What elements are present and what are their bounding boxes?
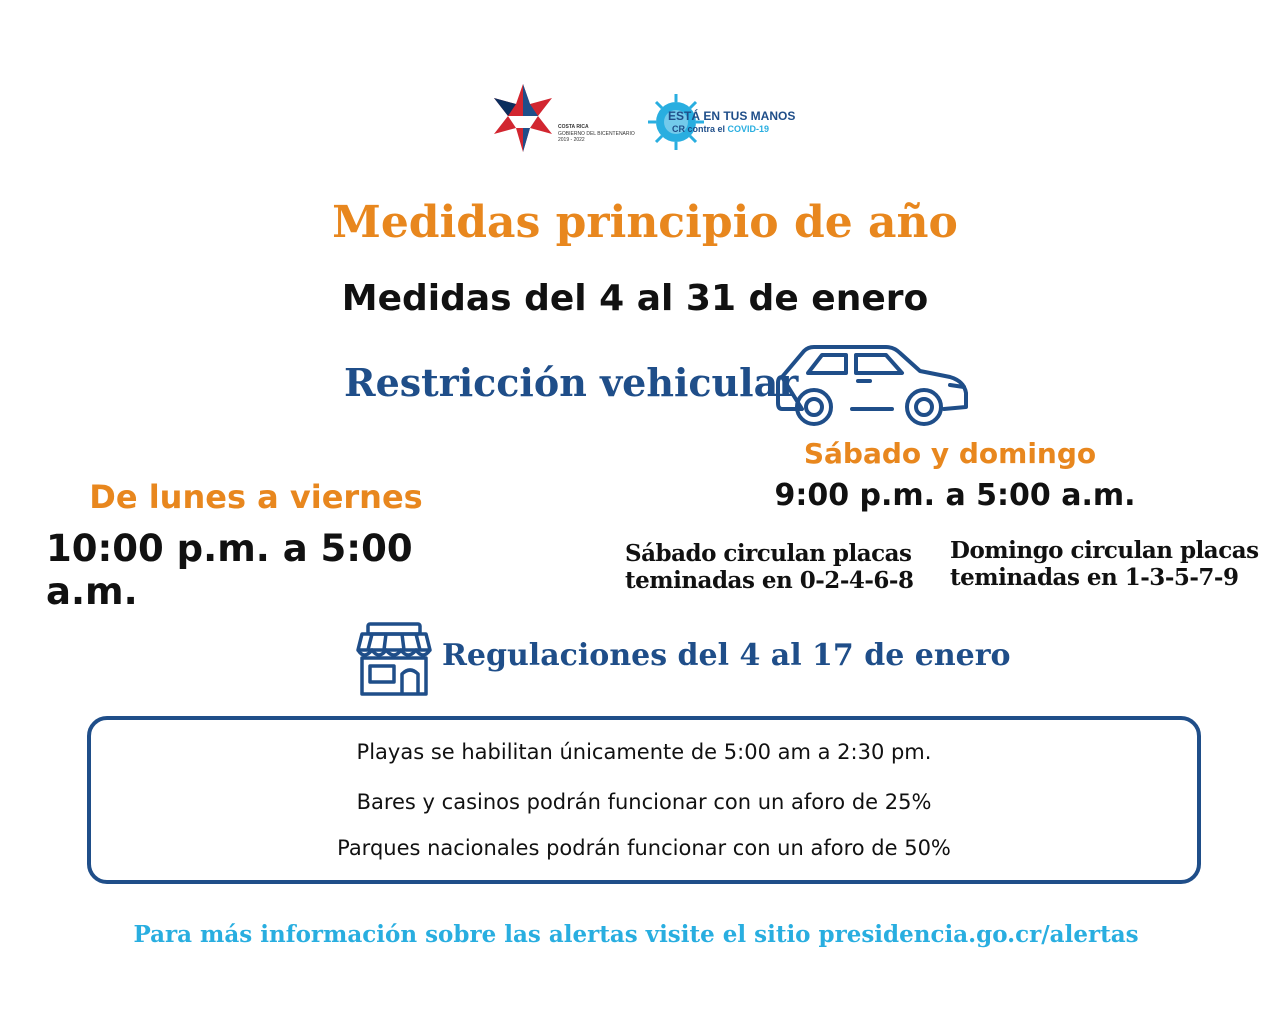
sunday-plates-line1: Domingo circulan placas xyxy=(950,537,1259,564)
logo-campaign-covid: COVID-19 xyxy=(727,124,770,134)
costa-rica-government-logo xyxy=(490,82,640,154)
weekday-heading: De lunes a viernes xyxy=(89,478,423,516)
weekend-heading: Sábado y domingo xyxy=(803,437,1097,470)
logo-line-country: COSTA RICA xyxy=(558,124,589,130)
regulation-item-beaches: Playas se habilitan únicamente de 5:00 am a 2:30 pm. xyxy=(356,740,932,764)
regulation-item-bars-casinos: Bares y casinos podrán funcionar con un aforo de 25% xyxy=(356,790,932,814)
footer-info-link[interactable]: Para más información sobre las alertas visite el sitio presidencia.go.cr/alertas xyxy=(133,921,1139,948)
logo-line-years: 2019 - 2022 xyxy=(558,137,585,143)
virus-icon xyxy=(648,90,798,152)
logo-campaign-line1: ESTÁ EN TUS MANOS xyxy=(668,109,796,123)
regulations-list-box xyxy=(87,716,1201,884)
star-emblem-icon xyxy=(490,82,556,154)
sunday-plates-note xyxy=(950,537,1280,591)
weekday-hours: 10:00 p.m. a 5:00 a.m. xyxy=(46,527,413,613)
date-range-subtitle: Medidas del 4 al 31 de enero xyxy=(341,278,929,319)
regulation-item-national-parks: Parques nacionales podrán funcionar con un aforo de 50% xyxy=(337,836,951,860)
saturday-plates-note xyxy=(625,540,945,594)
regulations-heading: Regulaciones del 4 al 17 de enero xyxy=(442,638,1011,673)
svg-text:CR contra el COV xyxy=(672,124,769,134)
logo-campaign-contra: contra el xyxy=(687,124,728,134)
weekend-hours: 9:00 p.m. a 5:00 a.m. xyxy=(774,478,1136,513)
car-icon xyxy=(774,343,970,429)
store-icon xyxy=(356,622,432,696)
sunday-plates-line2: teminadas en 1-3-5-7-9 xyxy=(950,564,1239,591)
logo-line-government: GOBIERNO DEL BICENTENARIO xyxy=(558,131,635,137)
saturday-plates-line2: teminadas en 0-2-4-6-8 xyxy=(625,567,914,594)
logo-campaign-cr: CR xyxy=(672,124,688,134)
esta-en-tus-manos-logo xyxy=(648,90,798,152)
vehicle-restriction-heading: Restricción vehicular xyxy=(344,360,799,405)
saturday-plates-line1: Sábado circulan placas xyxy=(625,540,912,567)
page-title: Medidas principio de año xyxy=(332,197,958,248)
